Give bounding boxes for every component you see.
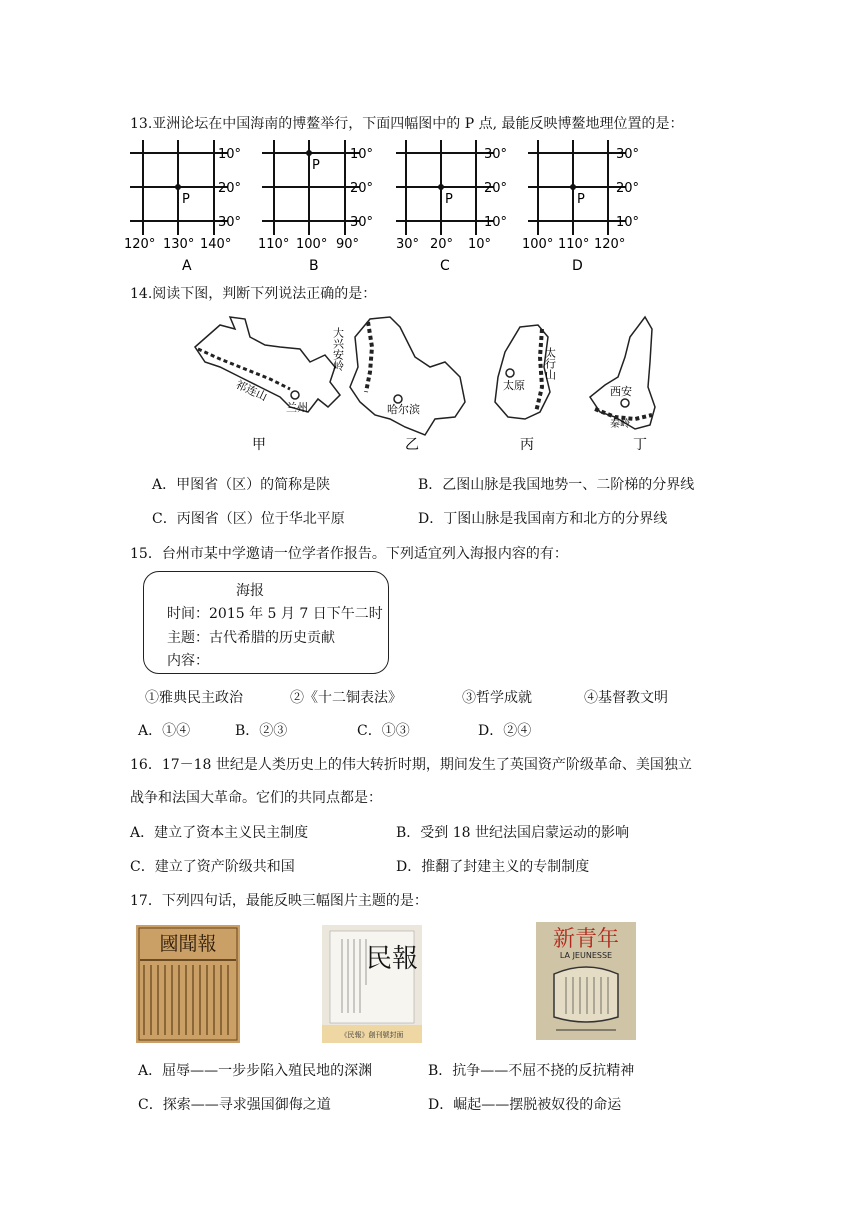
q13-figure-a bbox=[124, 140, 248, 275]
poster-time: 时间：2015 年 5 月 7 日下午二时 bbox=[167, 606, 383, 622]
q16-option-d[interactable]: D．推翻了封建主义的专制制度 bbox=[396, 859, 590, 875]
map-jia bbox=[195, 317, 340, 453]
svg-text:20°: 20° bbox=[616, 181, 640, 196]
svg-text:100°: 100° bbox=[296, 237, 328, 252]
map-label: 丙 bbox=[520, 437, 534, 453]
map-label: 丁 bbox=[633, 437, 647, 453]
q16-option-a[interactable]: A．建立了资本主义民主制度 bbox=[130, 825, 309, 841]
q16-stem-line2: 战争和法国大革命。它们的共同点都是： bbox=[130, 790, 382, 806]
q15-option-a[interactable]: A．①④ bbox=[138, 723, 191, 739]
svg-text:110°: 110° bbox=[258, 237, 290, 252]
newspaper-title: 國聞報 bbox=[159, 933, 217, 955]
figure-letter: D bbox=[572, 258, 583, 274]
svg-text:太行山: 太行山 bbox=[543, 347, 557, 380]
svg-text:30°: 30° bbox=[218, 215, 242, 230]
q15-item-1: ①雅典民主政治 bbox=[145, 690, 243, 706]
q13-figure-b bbox=[258, 140, 380, 275]
q17-stem: 17．下列四句话，最能反映三幅图片主题的是： bbox=[130, 893, 428, 909]
poster-topic: 主题：古代希腊的历史贡献 bbox=[167, 630, 335, 646]
svg-text:秦岭: 秦岭 bbox=[610, 419, 630, 430]
newspaper-title-char-1: 民報 bbox=[365, 944, 419, 974]
svg-text:祁连山: 祁连山 bbox=[233, 377, 270, 404]
svg-text:30°: 30° bbox=[396, 237, 420, 252]
q17-image-guowenbao bbox=[136, 925, 240, 1043]
q13-stem: 13.亚洲论坛在中国海南的博鳌举行，下面四幅图中的 P 点, 最能反映博鳌地理位置的是： bbox=[130, 116, 684, 132]
q16-option-c[interactable]: C．建立了资产阶级共和国 bbox=[130, 859, 295, 875]
svg-text:10°: 10° bbox=[350, 147, 374, 162]
point-label: P bbox=[312, 158, 320, 173]
q15-item-4: ④基督教文明 bbox=[584, 690, 668, 706]
map-yi bbox=[332, 317, 466, 453]
q15-item-3: ③哲学成就 bbox=[462, 690, 532, 706]
q17-option-c[interactable]: C．探索——寻求强国御侮之道 bbox=[138, 1097, 331, 1113]
point-label: P bbox=[182, 192, 190, 207]
svg-text:10°: 10° bbox=[616, 215, 640, 230]
magazine-title: 新青年 bbox=[552, 927, 620, 952]
q14-stem: 14.阅读下图，判断下列说法正确的是： bbox=[130, 286, 377, 302]
svg-text:100°: 100° bbox=[522, 237, 554, 252]
q14-option-a[interactable]: A．甲图省（区）的简称是陕 bbox=[152, 477, 331, 493]
q14-option-d[interactable]: D．丁图山脉是我国南方和北方的分界线 bbox=[418, 511, 668, 527]
svg-text:太原: 太原 bbox=[503, 379, 525, 392]
magazine-subtitle: LA JEUNESSE bbox=[559, 951, 613, 960]
figure-letter: B bbox=[309, 258, 319, 274]
figure-letter: A bbox=[182, 258, 192, 274]
q15-option-d[interactable]: D．②④ bbox=[478, 723, 532, 739]
svg-text:兰州: 兰州 bbox=[286, 401, 308, 414]
svg-text:30°: 30° bbox=[484, 147, 508, 162]
q14-province-maps bbox=[190, 307, 685, 457]
figure-letter: C bbox=[440, 258, 450, 274]
q15-option-c[interactable]: C．①③ bbox=[357, 723, 410, 739]
poster-title: 海报 bbox=[236, 583, 264, 599]
svg-text:30°: 30° bbox=[350, 215, 374, 230]
svg-text:120°: 120° bbox=[124, 237, 156, 252]
svg-text:20°: 20° bbox=[218, 181, 242, 196]
map-label: 乙 bbox=[405, 437, 419, 453]
q17-option-a[interactable]: A．屈辱——一步步陷入殖民地的深渊 bbox=[138, 1063, 373, 1079]
svg-text:20°: 20° bbox=[430, 237, 454, 252]
q17-image-xinqingnian bbox=[536, 922, 636, 1040]
svg-text:10°: 10° bbox=[484, 215, 508, 230]
svg-text:110°: 110° bbox=[558, 237, 590, 252]
q13-figure-d bbox=[522, 140, 646, 275]
q15-item-2: ②《十二铜表法》 bbox=[290, 690, 402, 706]
svg-text:20°: 20° bbox=[484, 181, 508, 196]
q15-stem: 15．台州市某中学邀请一位学者作报告。下列适宜列入海报内容的有： bbox=[130, 546, 568, 562]
q17-image-minbao bbox=[322, 925, 422, 1043]
svg-text:130°: 130° bbox=[163, 237, 195, 252]
q14-option-c[interactable]: C．丙图省（区）位于华北平原 bbox=[152, 511, 345, 527]
q17-option-d[interactable]: D．崛起——摆脱被奴役的命运 bbox=[428, 1097, 622, 1113]
svg-text:20°: 20° bbox=[350, 181, 374, 196]
map-bing bbox=[495, 325, 557, 453]
point-label: P bbox=[445, 192, 453, 207]
svg-text:10°: 10° bbox=[218, 147, 242, 162]
svg-text:140°: 140° bbox=[200, 237, 232, 252]
svg-text:哈尔滨: 哈尔滨 bbox=[387, 403, 420, 416]
poster-content: 内容： bbox=[167, 653, 209, 669]
map-ding bbox=[590, 317, 655, 453]
svg-text:10°: 10° bbox=[468, 237, 492, 252]
q16-stem-line1: 16．17－18 世纪是人类历史上的伟大转折时期，期间发生了英国资产阶级革命、美国独立 bbox=[130, 757, 692, 773]
q15-option-b[interactable]: B．②③ bbox=[235, 723, 288, 739]
map-label: 甲 bbox=[252, 437, 266, 453]
q14-option-b[interactable]: B．乙图山脉是我国地势一、二阶梯的分界线 bbox=[418, 477, 695, 493]
q15-poster bbox=[143, 571, 389, 674]
svg-text:西安: 西安 bbox=[610, 385, 632, 398]
image-caption: 《民報》創刊號封面 bbox=[340, 1031, 404, 1039]
q16-option-b[interactable]: B．受到 18 世纪法国启蒙运动的影响 bbox=[396, 825, 630, 841]
q13-figure-c bbox=[396, 140, 514, 275]
svg-text:30°: 30° bbox=[616, 147, 640, 162]
svg-text:120°: 120° bbox=[594, 237, 626, 252]
q17-option-b[interactable]: B．抗争——不屈不挠的反抗精神 bbox=[428, 1063, 635, 1079]
svg-text:大兴安岭: 大兴安岭 bbox=[331, 327, 345, 371]
point-label: P bbox=[577, 192, 585, 207]
svg-text:90°: 90° bbox=[336, 237, 360, 252]
